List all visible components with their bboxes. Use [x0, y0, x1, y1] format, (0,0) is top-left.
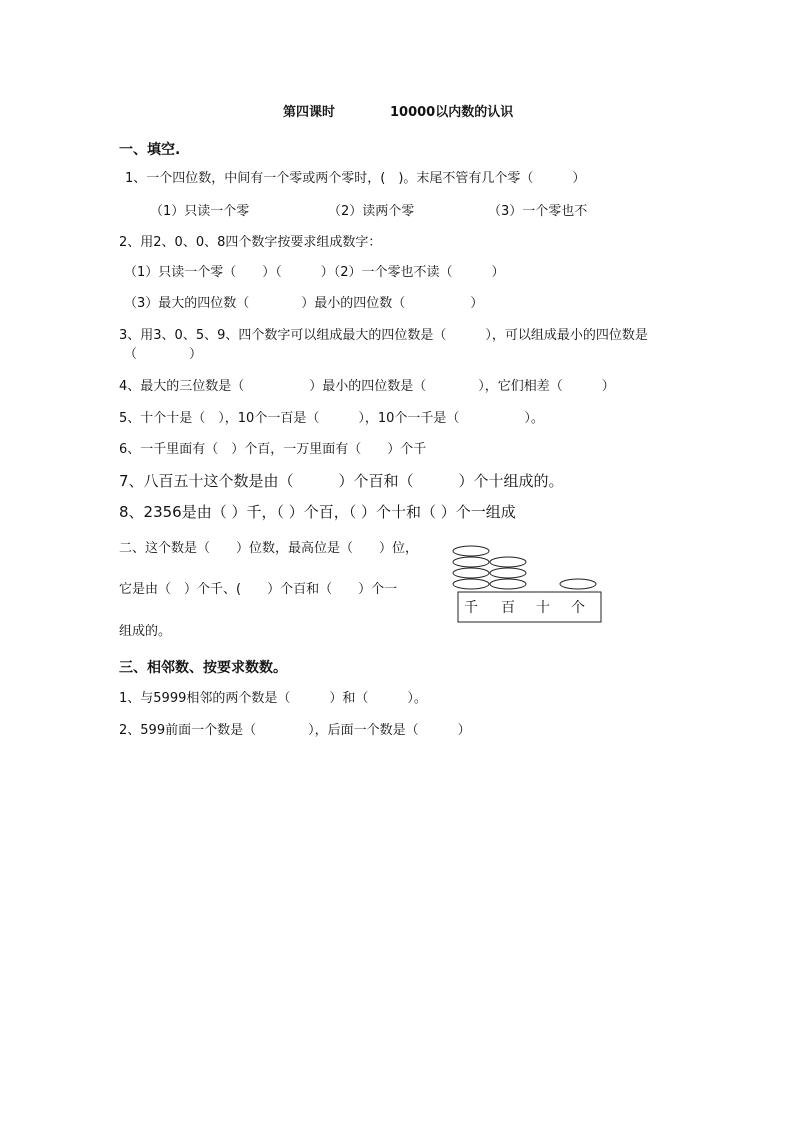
question-1-2-line-2: （3）最大的四位数（ ）最小的四位数（ ）: [124, 296, 484, 311]
question-1-2: 2、用2、0、0、8四个数字按要求组成数字：: [119, 235, 382, 250]
abacus-place-label: 十: [536, 600, 550, 616]
section-3-heading: 三、相邻数、按要求数数。: [119, 660, 287, 676]
question-1-5: 5、十个十是（ ），10个一百是（ ），10个一千是（ ）。: [119, 411, 544, 426]
question-1-8: 8、2356是由（ ）千，（ ）个百，（ ）个十和（ ）个一组成: [119, 503, 516, 521]
abacus-bead: [490, 568, 526, 578]
abacus-bead: [453, 557, 489, 567]
question-1-4: 4、最大的三位数是（ ）最小的四位数是（ ），它们相差（ ）: [119, 379, 615, 394]
abacus-beads: [453, 546, 596, 589]
q1-option-2: （2）读两个零: [328, 204, 415, 219]
q1-option-1: （1）只读一个零: [150, 204, 250, 219]
question-1-3-line-1: 3、用3、0、5、9、四个数字可以组成最大的四位数是（ ），可以组成最小的四位数是: [119, 328, 648, 343]
question-1-1: 1、一个四位数，中间有一个零或两个零时，( )。末尾不管有几个零（ ）: [125, 171, 586, 186]
abacus-bead: [560, 579, 596, 589]
question-1-7: 7、八百五十这个数是由（ ）个百和（ ）个十组成的。: [119, 472, 564, 490]
q1-option-3: （3）一个零也不: [488, 204, 588, 219]
lesson-label: 第四课时: [283, 105, 336, 120]
abacus-bead: [453, 568, 489, 578]
abacus-bead: [453, 579, 489, 589]
section-2-line-1: 二、这个数是（ ）位数，最高位是（ ）位，: [119, 541, 419, 556]
abacus-place-label: 千: [464, 600, 478, 616]
abacus-place-label: 个: [571, 600, 585, 616]
question-1-6: 6、一千里面有（ ）个百，一万里面有（ ）个千: [119, 442, 427, 457]
abacus-bead: [453, 546, 489, 556]
page-title: 10000以内数的认识: [390, 105, 514, 120]
abacus-bead: [490, 557, 526, 567]
question-3-2: 2、599前面一个数是（ ），后面一个数是（ ）: [119, 723, 471, 738]
question-3-1: 1、与5999相邻的两个数是（ ）和（ ）。: [119, 691, 427, 706]
abacus-diagram: [452, 540, 612, 630]
section-2-line-2: 它是由（ ）个千、( ）个百和（ ）个一: [119, 582, 398, 597]
section-2-line-3: 组成的。: [119, 624, 172, 639]
question-1-3-line-2: （ ）: [124, 347, 203, 362]
abacus-bead: [490, 579, 526, 589]
section-1-heading: 一、填空.: [119, 142, 181, 158]
abacus-place-label: 百: [501, 600, 515, 616]
question-1-2-line-1: （1）只读一个零（ ）（ ）（2）一个零也不读（ ）: [124, 265, 505, 280]
